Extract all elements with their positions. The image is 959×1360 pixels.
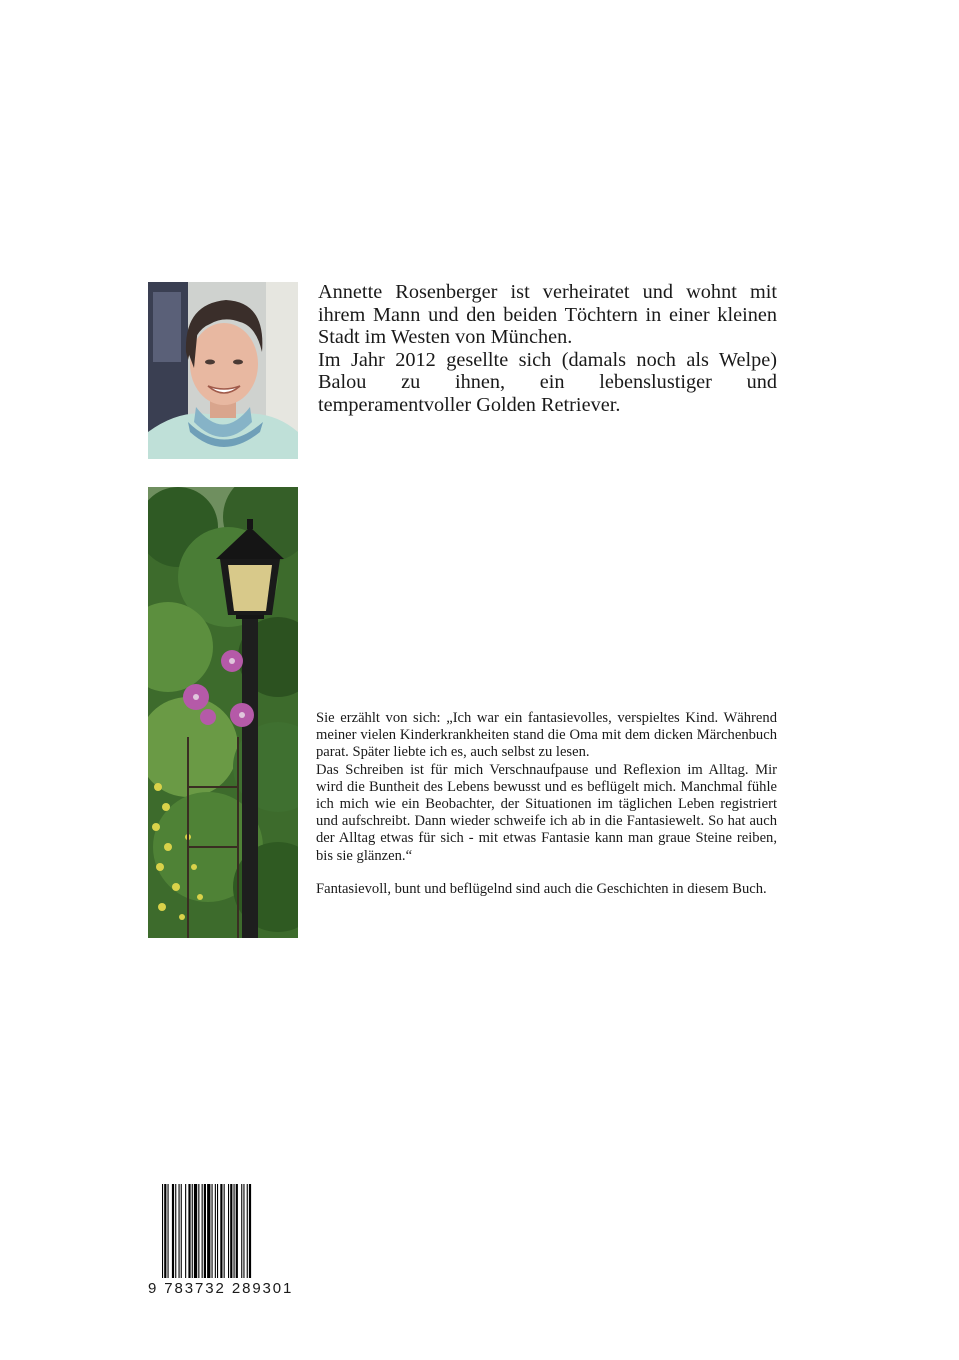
- barcode-bar: [172, 1184, 174, 1278]
- closing-text: Fantasievoll, bunt und beflügelnd sind auch die Geschichten in diesem Buch.: [316, 881, 767, 897]
- barcode-bar: [162, 1184, 163, 1278]
- barcode-bar: [236, 1184, 238, 1278]
- author-portrait: [148, 282, 298, 459]
- author-bio: [318, 281, 777, 416]
- barcode-bar: [228, 1184, 229, 1278]
- barcode-bar: [249, 1184, 251, 1278]
- barcode-bar: [188, 1184, 190, 1278]
- barcode-bar: [168, 1184, 169, 1278]
- author-quote: [316, 710, 777, 865]
- bio-paragraph: Im Jahr 2012 gesellte sich (damals noch als Welpe) Balou zu ihnen, ein lebenslustiger und temperamentvoller Golden Retriever.: [318, 348, 777, 416]
- bio-paragraph: Annette Rosenberger ist verheiratet und wohnt mit ihrem Mann und den beiden Töchtern in einer kleinen Stadt im Westen von München.: [318, 281, 777, 348]
- barcode-bar: [202, 1184, 203, 1278]
- isbn-number: 9 783732 289301: [148, 1280, 294, 1297]
- barcode-bar: [230, 1184, 232, 1278]
- barcode-bar: [185, 1184, 186, 1278]
- barcode-bar: [212, 1184, 213, 1278]
- barcode-bar: [194, 1184, 197, 1278]
- barcode-bar: [164, 1184, 166, 1278]
- barcode-bar: [198, 1184, 199, 1278]
- barcode-bar: [220, 1184, 222, 1278]
- barcode-bar: [181, 1184, 182, 1278]
- barcode-bar: [217, 1184, 218, 1278]
- barcode-bar: [243, 1184, 244, 1278]
- barcode-bar: [204, 1184, 206, 1278]
- quote-paragraph: Sie erzählt von sich: „Ich war ein fantasievolles, verspieltes Kind. Während meiner vielen Kinderkrankheiten stand die Oma mit dem dicken Märchenbuch parat. Später liebte ich es, auch selbst zu lesen.: [316, 710, 777, 761]
- barcode-bar: [207, 1184, 210, 1278]
- barcode-bar: [224, 1184, 225, 1278]
- barcode-bar: [234, 1184, 235, 1278]
- barcode-bar: [179, 1184, 180, 1278]
- barcode-bar: [247, 1184, 248, 1278]
- quote-paragraph: Das Schreiben ist für mich Verschnaufpause und Reflexion im Alltag. Mir wird die Buntheit des Lebens bewusst und es beflügelt mich. Manchmal fühle ich mich wie ein Beobachter, der Situationen im täglichen Leben registriert und aufschreibt. Dann wieder schweife ich ab in die Fantasiewelt. So hat auch der Alltag etwas für sich - mit etwas Fantasie kann man graue Steine reiben, bis sie glänzen.“: [316, 761, 777, 864]
- barcode-bar: [175, 1184, 176, 1278]
- barcode-bar: [241, 1184, 242, 1278]
- barcode-bar: [215, 1184, 216, 1278]
- garden-lamp-photo: [148, 487, 298, 938]
- barcode-bar: [192, 1184, 193, 1278]
